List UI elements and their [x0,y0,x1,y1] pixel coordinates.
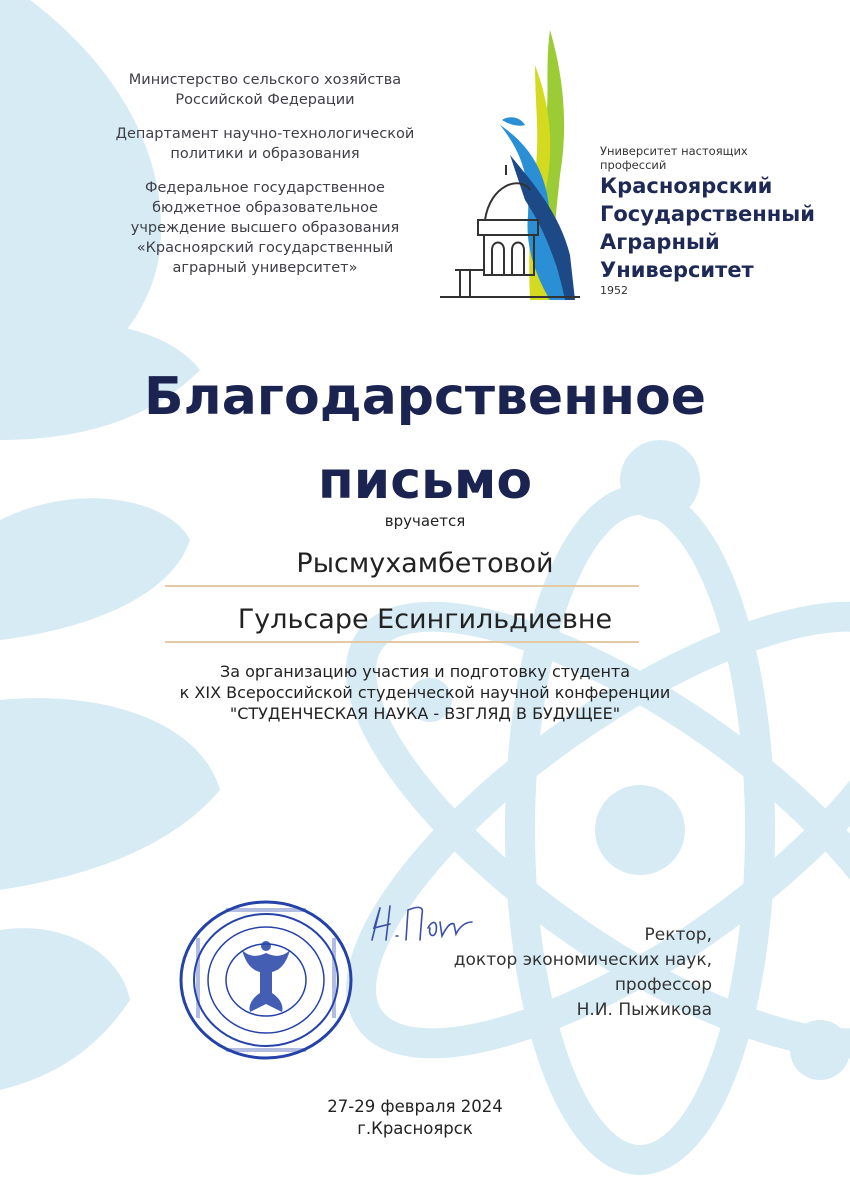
ministry-block [40,70,490,278]
university-logo-icon [440,25,590,305]
signatory-degree: доктор экономических наук, [453,950,712,970]
signatory-position: Ректор, [644,925,712,945]
reason-block [0,661,850,724]
logo-name-line: Университет [600,258,754,282]
institution-line: учреждение высшего образования [130,220,400,236]
reason-line: За организацию участия и подготовку студента [219,662,631,681]
ministry-line: Министерство сельского хозяйства [128,72,402,88]
recipient-surname: Рысмухамбетовой [296,548,554,579]
signatory-name: Н.И. Пыжикова [576,1000,712,1020]
logo-tagline: профессий [600,158,667,172]
department-line: политики и образования [170,146,360,162]
institution-line: Федеральное государственное [145,180,385,196]
recipient-given-names: Гульсаре Есингильдиевне [237,604,613,635]
logo-name-line: Аграрный [600,230,720,254]
ministry-line: Российской Федерации [175,92,355,108]
letter-title: Благодарственное [144,367,706,427]
letter-title: письмо [317,451,533,511]
logo-name-line: Государственный [600,202,815,226]
official-stamp-icon [176,898,356,1063]
signatory-block [380,923,712,1023]
university-logo-text [600,144,815,297]
reason-line: к XIX Всероссийской студенческой научной конференции [179,683,671,702]
logo-name-line: Красноярский [600,174,773,198]
reason-line: "СТУДЕНЧЕСКАЯ НАУКА - ВЗГЛЯД В БУДУЩЕЕ" [229,704,621,723]
divider-line [165,641,639,643]
event-dates: 27-29 февраля 2024 [327,1097,503,1116]
institution-line: бюджетное образовательное [152,200,378,216]
signatory-rank: профессор [614,975,712,995]
logo-tagline: Университет настоящих [600,144,748,158]
department-line: Департамент научно-технологической [115,126,415,142]
institution-line: «Красноярский государственный [136,240,394,256]
footer-block [0,1096,830,1140]
event-city: г.Красноярск [357,1119,473,1138]
institution-line: аграрный университет» [172,260,358,276]
awarded-label: вручается [384,512,466,530]
divider-line [165,585,639,587]
logo-year: 1952 [600,284,628,297]
